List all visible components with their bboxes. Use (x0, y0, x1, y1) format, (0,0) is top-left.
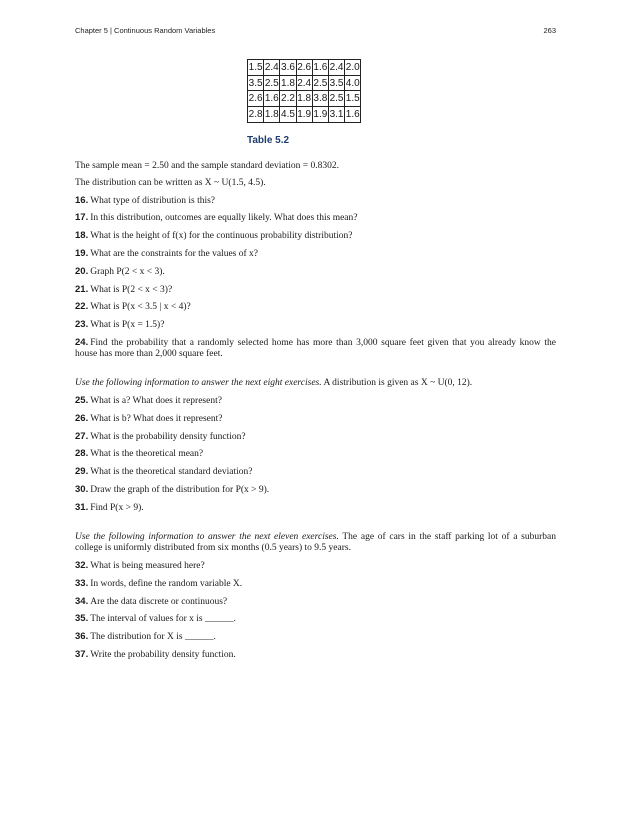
table-cell: 2.6 (248, 91, 264, 107)
exercise-number: 35. (75, 613, 89, 625)
exercise-text: What is the theoretical standard deviation? (90, 467, 253, 478)
exercise-item (75, 266, 556, 279)
exercise-text: What is P(x = 1.5)? (90, 320, 165, 331)
table-cell: 1.9 (296, 107, 312, 123)
table-cell: 4.5 (280, 107, 296, 123)
exercise-text: What is the probability density function? (90, 431, 246, 442)
table-cell: 2.0 (345, 60, 361, 76)
exercise-item (75, 596, 556, 609)
table-cell: 2.4 (264, 60, 280, 76)
exercise-item (75, 395, 556, 408)
page-header (75, 26, 556, 38)
section-lead-italic: Use the following information to answer the next eleven exercises. (75, 531, 339, 542)
intro-line: The distribution can be written as X ~ U(1.5, 4.5). (75, 177, 266, 188)
exercise-number: 28. (75, 448, 89, 460)
exercise-number: 22. (75, 301, 89, 313)
table-cell: 2.5 (328, 91, 344, 107)
table-cell: 1.8 (264, 107, 280, 123)
table-row (248, 60, 361, 76)
exercise-item (75, 230, 556, 243)
exercise-number: 32. (75, 559, 89, 571)
exercise-number: 23. (75, 319, 89, 331)
exercise-item (75, 301, 556, 314)
exercise-item (75, 466, 556, 479)
table-cell: 2.5 (264, 75, 280, 91)
exercise-item (75, 319, 556, 332)
exercise-text: Draw the graph of the distribution for P(x > 9). (90, 485, 270, 496)
table-cell: 1.6 (345, 107, 361, 123)
table-cell: 4.0 (345, 75, 361, 91)
exercise-item (75, 484, 556, 497)
table-cell: 2.4 (296, 75, 312, 91)
exercise-list-b (75, 395, 556, 514)
exercise-text: In this distribution, outcomes are equally likely. What does this mean? (90, 213, 358, 224)
table-cell: 3.1 (328, 107, 344, 123)
exercise-text: In words, define the random variable X. (90, 578, 243, 589)
table-cell: 1.9 (312, 107, 328, 123)
exercise-text: Write the probability density function. (90, 649, 236, 660)
exercise-text: What is a? What does it represent? (90, 396, 222, 407)
exercise-text: What is P(x < 3.5 | x < 4)? (90, 302, 191, 313)
table-row (248, 91, 361, 107)
exercise-item (75, 502, 556, 515)
table-cell: 1.8 (280, 75, 296, 91)
exercise-item (75, 613, 556, 626)
exercise-list-c (75, 560, 556, 661)
exercise-number: 16. (75, 194, 89, 206)
table-row (248, 107, 361, 123)
exercise-number: 30. (75, 484, 89, 496)
exercise-number: 19. (75, 247, 89, 259)
exercise-item (75, 431, 556, 444)
section-lead (75, 378, 556, 390)
exercise-text: Find P(x > 9). (90, 502, 144, 513)
exercise-item (75, 248, 556, 261)
exercise-number: 18. (75, 230, 89, 242)
exercise-item (75, 195, 556, 208)
table-cell: 2.2 (280, 91, 296, 107)
exercise-number: 37. (75, 648, 89, 660)
table-cell: 3.5 (248, 75, 264, 91)
table-caption: Table 5.2 (247, 135, 290, 146)
exercise-text: What is the height of f(x) for the continuous probability distribution? (90, 231, 353, 242)
exercise-text: Graph P(2 < x < 3). (90, 266, 165, 277)
exercise-text: Find the probability that a randomly selected home has more than 3,000 square feet given that you already know the house has more than 2,000 square feet. (75, 337, 556, 360)
exercise-item (75, 448, 556, 461)
section-lead-rest: A distribution is given as X ~ U(0, 12). (321, 378, 473, 389)
page-number: 263 (543, 26, 556, 35)
table-cell: 2.8 (248, 107, 264, 123)
table-row (248, 75, 361, 91)
exercise-number: 29. (75, 466, 89, 478)
section-lead (75, 532, 556, 555)
exercise-item (75, 649, 556, 662)
chapter-title: Chapter 5 | Continuous Random Variables (75, 26, 216, 35)
table-cell: 3.6 (280, 60, 296, 76)
exercise-item (75, 413, 556, 426)
table-cell: 3.8 (312, 91, 328, 107)
table-cell: 1.6 (264, 91, 280, 107)
exercise-number: 17. (75, 212, 89, 224)
exercise-text: What are the constraints for the values of x? (90, 248, 258, 259)
exercise-item (75, 578, 556, 591)
exercise-number: 27. (75, 430, 89, 442)
section-lead-rest: The age of cars in the staff parking lot of a suburban college is uniformly distributed from six months (0.5 years) to 9.5 years. (75, 531, 556, 554)
exercise-number: 26. (75, 412, 89, 424)
data-table (247, 59, 361, 123)
table-cell: 2.6 (296, 60, 312, 76)
exercise-number: 36. (75, 631, 89, 643)
exercise-text: Are the data discrete or continuous? (90, 596, 228, 607)
exercise-text: What is the theoretical mean? (90, 449, 204, 460)
exercise-text: What is being measured here? (90, 560, 205, 571)
exercise-number: 33. (75, 577, 89, 589)
exercise-item (75, 560, 556, 573)
exercise-text: What is P(2 < x < 3)? (90, 284, 173, 295)
exercise-number: 25. (75, 395, 89, 407)
table-cell: 1.5 (345, 91, 361, 107)
table-cell: 1.5 (248, 60, 264, 76)
exercise-number: 21. (75, 283, 89, 295)
table-cell: 2.4 (328, 60, 344, 76)
exercise-item (75, 337, 556, 361)
table-cell: 1.6 (312, 60, 328, 76)
exercise-number: 31. (75, 501, 89, 513)
exercise-item (75, 212, 556, 225)
table-cell: 3.5 (328, 75, 344, 91)
exercise-content (75, 161, 556, 667)
exercise-number: 34. (75, 595, 89, 607)
section-lead-italic: Use the following information to answer the next eight exercises. (75, 378, 322, 389)
exercise-text: What is b? What does it represent? (90, 413, 223, 424)
exercise-item (75, 284, 556, 297)
exercise-text: The distribution for X is ______. (90, 632, 216, 643)
table-cell: 2.5 (312, 75, 328, 91)
exercise-text: The interval of values for x is ______. (90, 614, 236, 625)
exercise-number: 24. (75, 336, 89, 348)
exercise-number: 20. (75, 265, 89, 277)
exercise-text: What type of distribution is this? (90, 195, 216, 206)
exercise-item (75, 631, 556, 644)
intro-line: The sample mean = 2.50 and the sample standard deviation = 0.8302. (75, 161, 339, 171)
table-cell: 1.8 (296, 91, 312, 107)
exercise-list-a (75, 195, 556, 361)
